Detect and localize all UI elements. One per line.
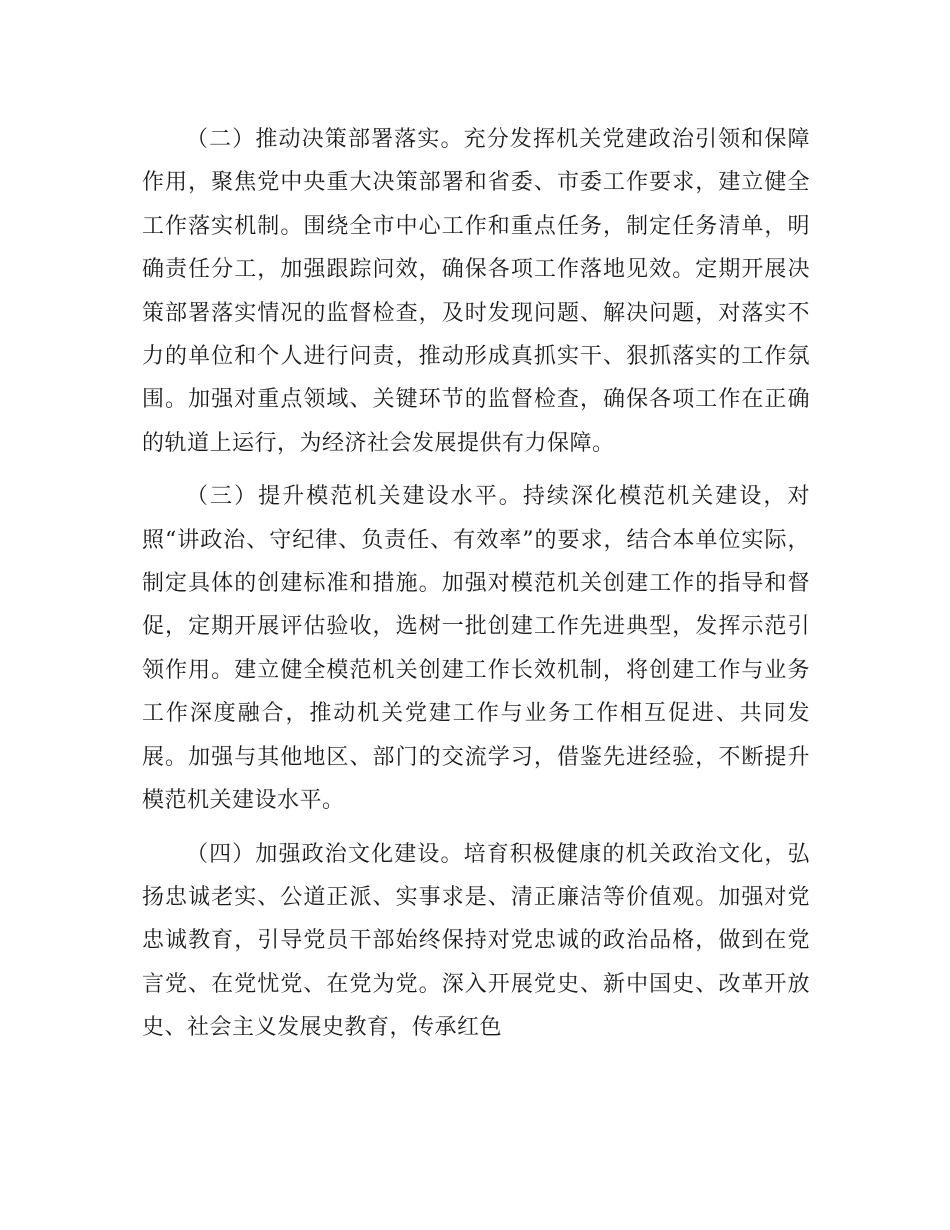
paragraph-decision-implementation: （二）推动决策部署落实。充分发挥机关党建政治引领和保障作用，聚焦党中央重大决策部署和省委、市委工作要求，建立健全工作落实机制。围绕全市中心工作和重点任务，制定任务清单，明确责任分工，加强跟踪问效，确保各项工作落地见效。定期开展决策部署落实情况的监督检查，及时发现问题、解决问题，对落实不力的单位和个人进行问责，推动形成真抓实干、狠抓落实的工作氛围。加强对重点领域、关键环节的监督检查，确保各项工作在正确的轨道上运行，为经济社会发展提供有力保障。 [142, 127, 810, 456]
paragraph-political-culture: （四）加强政治文化建设。培育积极健康的机关政治文化，弘扬忠诚老实、公道正派、实事求是、清正廉洁等价值观。加强对党忠诚教育，引导党员干部始终保持对党忠诚的政治品格，做到在党言党、在党忧党、在党为党。深入开展党史、新中国史、改革开放史、社会主义发展史教育，传承红色 [142, 841, 810, 1041]
paragraph-model-organ-construction: （三）提升模范机关建设水平。持续深化模范机关建设，对照“讲政治、守纪律、负责任、有效率”的要求，结合本单位实际，制定具体的创建标准和措施。加强对模范机关创建工作的指导和督促，定期开展评估验收，选树一批创建工作先进典型，发挥示范引领作用。建立健全模范机关创建工作长效机制，将创建工作与业务工作深度融合，推动机关党建工作与业务工作相互促进、共同发展。加强与其他地区、部门的交流学习，借鉴先进经验，不断提升模范机关建设水平。 [142, 484, 810, 814]
document-page [142, 118, 810, 1060]
